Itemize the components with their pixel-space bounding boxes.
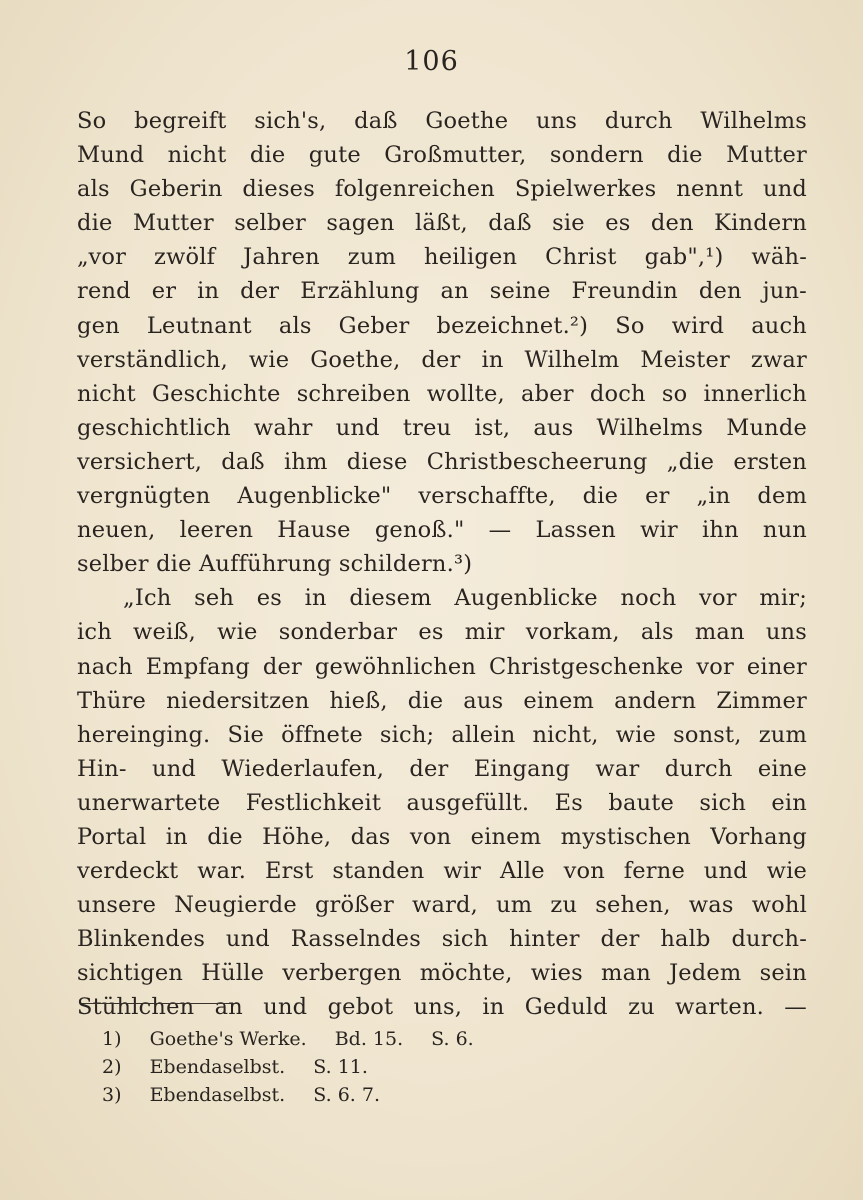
text-line: gen Leutnant als Geber bezeichnet.²) So wird auch <box>77 312 807 339</box>
text-line: als Geberin dieses folgenreichen Spielwerkes nennt und <box>77 176 807 203</box>
body-text <box>77 104 807 1025</box>
footnote-marker: 1) <box>102 1028 122 1050</box>
text-line: die Mutter selber sagen läßt, daß sie es den Kindern <box>77 210 807 237</box>
text-line: hereinging. Sie öffnete sich; allein nicht, wie sonst, zum <box>77 721 807 748</box>
footnote-marker: 3) <box>102 1084 122 1106</box>
text-line: Mund nicht die gute Großmutter, sondern die Mutter <box>77 142 807 169</box>
text-line: Portal in die Höhe, das von einem mystischen Vorhang <box>77 823 807 850</box>
text-line: neuen, leeren Hause genoß." — Lassen wir ihn nun <box>77 517 807 544</box>
text-line: Thüre niedersitzen hieß, die aus einem andern Zimmer <box>77 687 807 714</box>
footnote-page: S. 6. <box>431 1028 474 1050</box>
footnote-volume: Bd. 15. <box>334 1028 404 1050</box>
text-line: Blinkendes und Rasselndes sich hinter der halb durch- <box>77 926 807 953</box>
footnote-text: Goethe's Werke. <box>149 1028 307 1050</box>
text-line: selber die Aufführung schildern.³) <box>77 551 473 578</box>
text-line: unerwartete Festlichkeit ausgefüllt. Es baute sich ein <box>77 789 807 816</box>
text-line: So begreift sich's, daß Goethe uns durch Wilhelms <box>77 108 807 134</box>
text-line: nach Empfang der gewöhnlichen Christgeschenke vor einer <box>77 653 807 680</box>
footnotes <box>102 1025 702 1109</box>
text-line: verdeckt war. Erst standen wir Alle von ferne und wie <box>77 858 807 885</box>
footnote-marker: 2) <box>102 1056 122 1078</box>
footnote-text: Ebendaselbst. <box>149 1056 286 1078</box>
footnote-page: S. 6. 7. <box>313 1084 380 1106</box>
text-line: sichtigen Hülle verbergen möchte, wies man Jedem sein <box>77 960 807 987</box>
footnote-page: S. 11. <box>313 1056 368 1078</box>
text-line: „Ich seh es in diesem Augenblicke noch vor mir; <box>123 585 807 612</box>
text-line: ich weiß, wie sonderbar es mir vorkam, als man uns <box>77 619 807 646</box>
text-line: Stühlchen an und gebot uns, in Geduld zu warten. — <box>77 994 807 1021</box>
text-line: verständlich, wie Goethe, der in Wilhelm Meister zwar <box>77 346 807 373</box>
text-line: geschichtlich wahr und treu ist, aus Wilhelms Munde <box>77 414 807 441</box>
footnote-text: Ebendaselbst. <box>149 1084 286 1106</box>
text-line: versichert, daß ihm diese Christbescheerung „die ersten <box>77 448 807 475</box>
footnote <box>102 1081 702 1109</box>
text-line: rend er in der Erzählung an seine Freundin den jun- <box>77 278 807 305</box>
page-number: 106 <box>404 46 459 77</box>
text-line: vergnügten Augenblicke" verschaffte, die er „in dem <box>77 483 807 510</box>
footnote-divider <box>82 1003 238 1004</box>
footnote <box>102 1025 702 1053</box>
text-line: „vor zwölf Jahren zum heiligen Christ gab",¹) wäh- <box>77 244 807 271</box>
footnote <box>102 1053 702 1081</box>
text-line: unsere Neugierde größer ward, um zu sehen, was wohl <box>77 892 807 919</box>
text-line: nicht Geschichte schreiben wollte, aber doch so innerlich <box>77 380 807 407</box>
text-line: Hin- und Wiederlaufen, der Eingang war durch eine <box>77 755 807 782</box>
